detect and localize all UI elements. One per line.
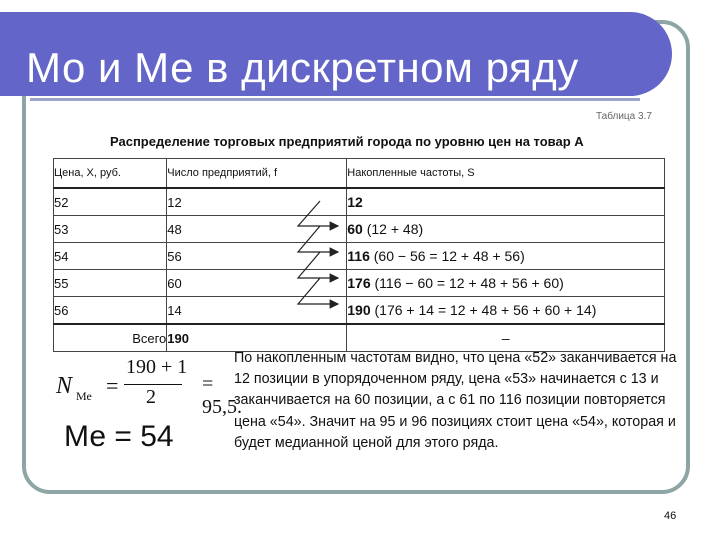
cell-price: 52 [54,188,167,216]
cell-count: 12 [167,188,347,216]
total-label: Всего [54,324,167,352]
median-result: Ме = 54 [64,420,174,453]
cell-cumulative: 60 (12 + 48) [347,216,665,243]
formula-subscript: Ме [76,389,92,403]
formula-result: = 95,5. [202,373,242,418]
formula-equals: = [106,373,119,398]
median-position-formula [56,356,242,418]
cell-cumulative: 190 (176 + 14 = 12 + 48 + 56 + 60 + 14) [347,297,665,325]
formula-numerator: 190 + 1 [126,356,188,378]
formula-n: N [56,373,73,399]
table-row [54,216,665,243]
table-row [54,243,665,270]
cell-price: 55 [54,270,167,297]
table-caption: Распределение торговых предприятий города по уровню цен на товар A [110,134,584,149]
total-cumulative: – [347,324,665,352]
cell-count: 56 [167,243,347,270]
cell-price: 53 [54,216,167,243]
cell-price: 54 [54,243,167,270]
header-price: Цена, X, руб. [54,159,167,189]
formula-fraction-bar [124,384,182,385]
header-count: Число предприятий, f [167,159,347,189]
cell-count: 14 [167,297,347,325]
cell-count: 60 [167,270,347,297]
table-row [54,270,665,297]
cell-cumulative: 12 [347,188,665,216]
title-underline [30,98,640,101]
table-header-row [54,159,665,189]
table-row [54,297,665,325]
cell-cumulative: 116 (60 − 56 = 12 + 48 + 56) [347,243,665,270]
cell-price: 56 [54,297,167,325]
cell-count: 48 [167,216,347,243]
formula-denominator: 2 [146,386,156,408]
frequency-table [53,158,665,352]
total-count: 190 [167,324,347,352]
slide-title: Мо и Ме в дискретном ряду [26,44,579,91]
table-row [54,188,665,216]
header-cumulative: Накопленные частоты, S [347,159,665,189]
table-number-label: Таблица 3.7 [596,111,652,122]
page-number: 46 [664,510,677,522]
title-bar [0,12,672,96]
cell-cumulative: 176 (116 − 60 = 12 + 48 + 56 + 60) [347,270,665,297]
explanation-text: По накопленным частотам видно, что цена «52» заканчивается на 12 позиции в упорядоченном ряду, цена «53» начинается с 13 и заканчивается на 60 позиции, а с 61 по 116 позиции повторяется цена «54». Значит на 95 и 96 позициях стоит цена «54», которая и будет медианной ценой для этого ряда. [234,350,677,451]
